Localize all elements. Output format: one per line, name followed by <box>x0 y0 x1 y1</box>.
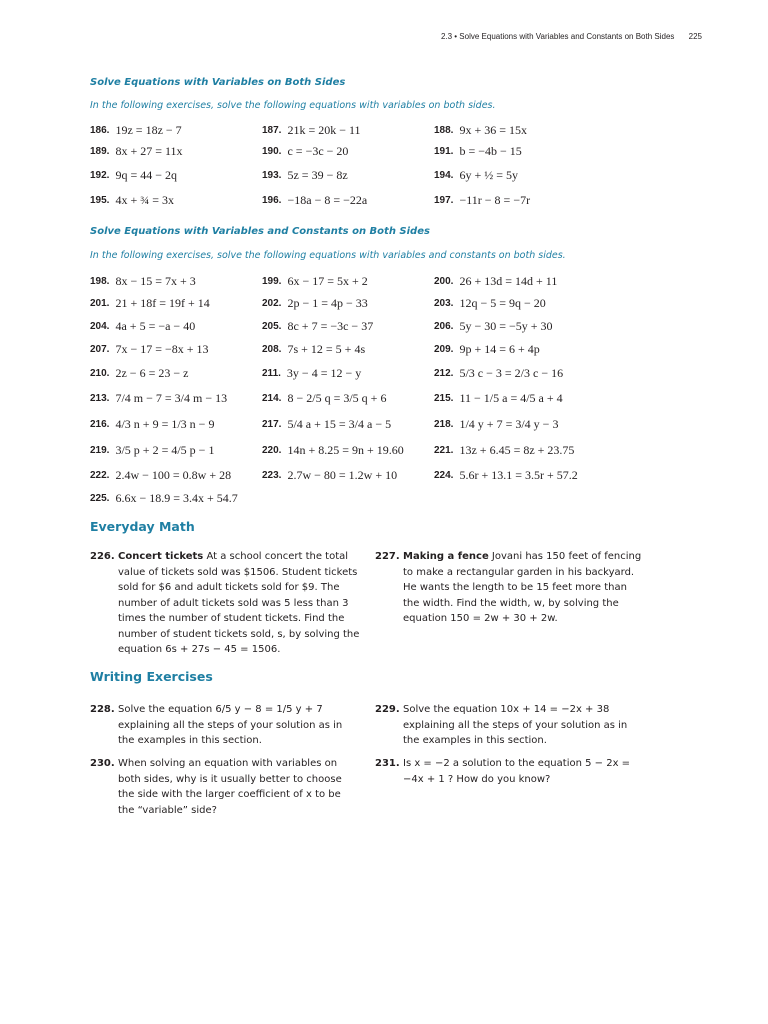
exercise-row <box>90 463 650 487</box>
exercise-equation: 5/4 a + 15 = 3/4 a − 5 <box>287 416 392 431</box>
exercise-item <box>262 120 434 140</box>
exercise-item <box>90 140 262 163</box>
exercise-number: 186. <box>90 124 110 136</box>
exercise-item <box>90 120 262 140</box>
exercise-number: 218. <box>434 418 454 430</box>
exercise-number: 203. <box>434 298 454 309</box>
exercise-item <box>90 292 262 315</box>
exercise-equation: 14n + 8.25 = 9n + 19.60 <box>287 442 404 457</box>
exercise-item <box>434 463 606 487</box>
header-title: 2.3 • Solve Equations with Variables and Constants on Both Sides <box>440 32 675 41</box>
exercise-equation: 5/3 c − 3 = 2/3 c − 16 <box>459 365 564 380</box>
exercise-equation: 3/5 p + 2 = 4/5 p − 1 <box>115 442 215 457</box>
exercise-equation: 1/4 y + 7 = 3/4 y − 3 <box>459 416 559 431</box>
exercise-number: 214. <box>262 392 282 404</box>
exercise-equation: 2z − 6 = 23 − z <box>115 365 189 380</box>
exercise-number: 224. <box>434 469 454 481</box>
exercise-item <box>262 463 434 487</box>
exercise-number: 225. <box>90 493 110 504</box>
section-title-variables-constants: Solve Equations with Variables and Constants on Both Sides <box>90 226 430 237</box>
exercise-row <box>90 487 650 510</box>
exercise-equation: 21k = 20k − 11 <box>287 122 361 137</box>
exercise-item <box>434 270 606 292</box>
exercise-row <box>90 292 650 315</box>
exercise-item <box>434 437 606 463</box>
exercise-equation: 26 + 13d = 14d + 11 <box>459 273 558 288</box>
exercise-number: 196. <box>262 194 282 206</box>
exercise-item <box>90 338 262 361</box>
exercise-row <box>90 120 650 140</box>
exercise-row <box>90 385 650 411</box>
exercise-text: Jovani has 150 feet of fencing to make a rectangular garden in his backyard. He wants the length to be 15 feet more than the width. Find the width, w, by solving the equation 150 = 2w + 30 + 2w. <box>403 551 642 624</box>
exercise-227 <box>375 549 645 627</box>
exercise-number: 198. <box>90 275 110 287</box>
exercise-item <box>90 163 262 187</box>
exercise-item <box>434 411 606 437</box>
exercise-equation: 13z + 6.45 = 8z + 23.75 <box>459 442 575 457</box>
exercise-number: 191. <box>434 146 454 157</box>
exercise-item <box>262 140 434 163</box>
exercise-item <box>90 437 262 463</box>
exercise-equation: 7x − 17 = −8x + 13 <box>115 342 209 356</box>
exercise-equation: 3y − 4 = 12 − y <box>286 365 362 380</box>
exercise-body <box>403 549 645 627</box>
exercise-item <box>434 187 606 213</box>
exercise-number: 216. <box>90 418 110 430</box>
exercise-equation: 2p − 1 = 4p − 33 <box>287 296 368 310</box>
exercise-item <box>434 385 606 411</box>
exercise-item <box>262 411 434 437</box>
exercise-item <box>262 270 434 292</box>
exercise-equation: 2.4w − 100 = 0.8w + 28 <box>115 467 232 482</box>
exercise-number: 192. <box>90 169 110 181</box>
exercise-grid-variables-constants <box>90 270 650 510</box>
exercise-231 <box>375 756 645 787</box>
exercise-text: Is x = −2 a solution to the equation 5 − 2x = −4x + 1 ? How do you know? <box>403 758 631 785</box>
exercise-equation: 4a + 5 = −a − 40 <box>115 319 196 333</box>
exercise-equation: 21 + 18f = 19f + 14 <box>115 296 210 310</box>
exercise-row <box>90 361 650 385</box>
exercise-number: 207. <box>90 344 110 355</box>
exercise-equation: 8x + 27 = 11x <box>115 144 183 158</box>
exercise-number: 217. <box>262 418 282 430</box>
exercise-number: 226. <box>90 551 115 562</box>
exercise-item <box>90 315 262 338</box>
exercise-item <box>90 187 262 213</box>
exercise-number: 194. <box>434 169 454 181</box>
exercise-number: 208. <box>262 344 282 355</box>
exercise-item <box>434 163 606 187</box>
exercise-equation: 5z = 39 − 8z <box>287 167 348 182</box>
everyday-math-heading: Everyday Math <box>90 519 195 534</box>
exercise-body <box>118 549 360 658</box>
exercise-equation: 5y − 30 = −5y + 30 <box>459 319 553 333</box>
exercise-item <box>434 292 606 315</box>
exercise-equation: c = −3c − 20 <box>287 144 349 158</box>
exercise-text: Solve the equation 6/5 y − 8 = 1/5 y + 7 explaining all the steps of your solution as in the examples in this section. <box>118 704 343 746</box>
exercise-equation: 8x − 15 = 7x + 3 <box>115 273 196 288</box>
exercise-equation: −18a − 8 = −22a <box>287 192 368 207</box>
page-number: 225 <box>688 32 702 41</box>
exercise-row <box>90 411 650 437</box>
exercise-text: Solve the equation 10x + 14 = −2x + 38 explaining all the steps of your solution as in the examples in this section. <box>403 704 628 746</box>
exercise-230 <box>90 756 360 818</box>
exercise-item <box>262 385 434 411</box>
exercise-equation: 6x − 17 = 5x + 2 <box>287 273 368 288</box>
exercise-item <box>262 361 434 385</box>
exercise-229 <box>375 702 645 749</box>
exercise-row <box>90 338 650 361</box>
exercise-number: 215. <box>434 392 454 404</box>
exercise-number: 197. <box>434 194 454 206</box>
exercise-item <box>90 463 262 487</box>
exercise-item <box>90 361 262 385</box>
exercise-number: 212. <box>434 367 454 379</box>
exercise-row <box>90 187 650 213</box>
exercise-equation: 9x + 36 = 15x <box>459 122 528 137</box>
exercise-equation: 8c + 7 = −3c − 37 <box>287 319 374 333</box>
exercise-equation: 5.6r + 13.1 = 3.5r + 57.2 <box>459 467 578 482</box>
running-header <box>441 32 702 41</box>
exercise-226 <box>90 549 360 658</box>
exercise-number: 201. <box>90 298 110 309</box>
exercise-number: 221. <box>434 444 454 456</box>
exercise-equation: 7/4 m − 7 = 3/4 m − 13 <box>115 390 228 405</box>
section-intro-variables-both-sides: In the following exercises, solve the following equations with variables on both sides. <box>90 100 496 111</box>
exercise-equation: 4x + ¾ = 3x <box>115 192 175 207</box>
exercise-number: 204. <box>90 321 110 332</box>
section-intro-variables-constants: In the following exercises, solve the following equations with variables and constants on both sides. <box>90 250 566 261</box>
exercise-equation: 19z = 18z − 7 <box>115 122 182 137</box>
exercise-item <box>90 385 262 411</box>
exercise-item <box>262 437 434 463</box>
exercise-228 <box>90 702 360 749</box>
exercise-number: 199. <box>262 275 282 287</box>
exercise-item <box>434 361 606 385</box>
exercise-item <box>262 187 434 213</box>
exercise-number: 219. <box>90 444 110 456</box>
exercise-equation: b = −4b − 15 <box>459 144 522 158</box>
exercise-text: When solving an equation with variables on both sides, why is it usually better to choose the side with the larger coefficient of x to be the “variable” side? <box>118 758 342 816</box>
exercise-item <box>434 315 606 338</box>
exercise-item <box>262 292 434 315</box>
exercise-number: 200. <box>434 275 454 287</box>
exercise-title: Concert tickets <box>118 551 204 562</box>
exercise-grid-variables-both-sides <box>90 120 650 213</box>
exercise-item <box>434 338 606 361</box>
exercise-number: 195. <box>90 194 110 206</box>
exercise-equation: −11r − 8 = −7r <box>459 192 531 207</box>
exercise-item <box>434 120 606 140</box>
exercise-number: 206. <box>434 321 454 332</box>
exercise-row <box>90 163 650 187</box>
exercise-row <box>90 315 650 338</box>
exercise-number: 231. <box>375 758 400 769</box>
exercise-item <box>262 163 434 187</box>
exercise-number: 187. <box>262 124 282 136</box>
exercise-item <box>90 270 262 292</box>
exercise-item <box>434 140 606 163</box>
exercise-number: 228. <box>90 704 115 715</box>
exercise-number: 213. <box>90 392 110 404</box>
exercise-equation: 12q − 5 = 9q − 20 <box>459 296 546 310</box>
exercise-equation: 7s + 12 = 5 + 4s <box>287 342 366 356</box>
exercise-number: 190. <box>262 146 282 157</box>
exercise-item <box>90 411 262 437</box>
exercise-number: 189. <box>90 146 110 157</box>
exercise-equation: 9q = 44 − 2q <box>115 167 178 182</box>
exercise-equation: 6.6x − 18.9 = 3.4x + 54.7 <box>115 491 238 505</box>
exercise-equation: 2.7w − 80 = 1.2w + 10 <box>287 467 398 482</box>
exercise-number: 223. <box>262 469 282 481</box>
exercise-number: 220. <box>262 444 282 456</box>
exercise-text: At a school concert the total value of tickets sold was $1506. Student tickets sold for $6 and adult tickets sold for $9. The number of adult tickets sold was 5 less than 3 times the number of student tickets. Find the number of student tickets sold, s, by solving the equation 6s + 27s − 45 = 1506. <box>118 551 360 655</box>
exercise-number: 229. <box>375 704 400 715</box>
exercise-number: 222. <box>90 469 110 481</box>
exercise-number: 193. <box>262 169 282 181</box>
exercise-number: 211. <box>262 367 281 379</box>
exercise-equation: 6y + ½ = 5y <box>459 167 519 182</box>
exercise-equation: 4/3 n + 9 = 1/3 n − 9 <box>115 416 215 431</box>
exercise-item <box>262 315 434 338</box>
exercise-equation: 8 − 2/5 q = 3/5 q + 6 <box>287 390 387 405</box>
exercise-equation: 9p + 14 = 6 + 4p <box>459 342 540 356</box>
exercise-number: 230. <box>90 758 115 769</box>
exercise-number: 227. <box>375 551 400 562</box>
exercise-row <box>90 437 650 463</box>
exercise-equation: 11 − 1/5 a = 4/5 a + 4 <box>459 390 563 405</box>
exercise-number: 202. <box>262 298 282 309</box>
exercise-row <box>90 140 650 163</box>
exercise-item <box>262 338 434 361</box>
exercise-number: 210. <box>90 367 110 379</box>
exercise-number: 209. <box>434 344 454 355</box>
exercise-item <box>90 487 262 510</box>
exercise-title: Making a fence <box>403 551 489 562</box>
exercise-row <box>90 270 650 292</box>
exercise-number: 188. <box>434 124 454 136</box>
exercise-number: 205. <box>262 321 282 332</box>
writing-exercises-heading: Writing Exercises <box>90 669 213 684</box>
section-title-variables-both-sides: Solve Equations with Variables on Both Sides <box>90 77 346 88</box>
